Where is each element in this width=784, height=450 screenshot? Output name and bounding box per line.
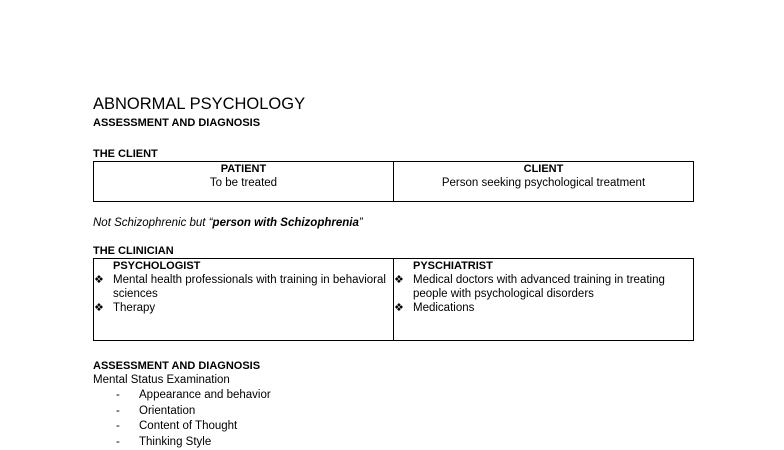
list-item: ❖ Medical doctors with advanced training in treating people with psychological disorders (394, 273, 693, 301)
clinician-table (93, 258, 694, 341)
list-item: - Content of Thought (93, 419, 693, 435)
dash-bullet: - (116, 419, 120, 435)
patient-desc: To be treated (94, 176, 393, 190)
list-item: - Orientation (93, 404, 693, 420)
clinician-section-heading: THE CLINICIAN (93, 244, 693, 258)
client-title: CLIENT (394, 162, 693, 176)
list-item: - Thinking Style (93, 435, 693, 450)
diamond-bullet-icon: ❖ (394, 273, 404, 287)
note-suffix: ” (359, 217, 363, 229)
list-item: ❖ Therapy (94, 301, 393, 315)
psychiatrist-cell (394, 259, 694, 341)
note-bold: person with Schizophrenia (213, 217, 359, 229)
client-cell (394, 162, 694, 202)
document-title: ABNORMAL PSYCHOLOGY (93, 94, 693, 114)
diamond-bullet-icon: ❖ (94, 301, 104, 315)
dash-bullet: - (116, 435, 120, 450)
mse-list (93, 388, 693, 450)
dash-bullet: - (116, 388, 120, 404)
terminology-note (93, 216, 693, 230)
client-table (93, 161, 694, 202)
client-desc: Person seeking psychological treatment (394, 176, 693, 190)
patient-title: PATIENT (94, 162, 393, 176)
list-item: ❖ Medications (394, 301, 693, 315)
document-page (93, 94, 693, 450)
diamond-bullet-icon: ❖ (94, 273, 104, 287)
document-subtitle: ASSESSMENT AND DIAGNOSIS (93, 116, 693, 130)
psychologist-list (94, 273, 393, 315)
client-section-heading: THE CLIENT (93, 147, 693, 161)
patient-cell (94, 162, 394, 202)
psychologist-title: PSYCHOLOGIST (113, 259, 393, 273)
list-item: ❖ Mental health professionals with training in behavioral sciences (94, 273, 393, 301)
mse-label: Mental Status Examination (93, 373, 693, 388)
psychologist-cell (94, 259, 394, 341)
psychiatrist-list (394, 273, 693, 315)
psychiatrist-title: PYSCHIATRIST (413, 259, 693, 273)
diamond-bullet-icon: ❖ (394, 301, 404, 315)
note-prefix: Not Schizophrenic but “ (93, 217, 213, 229)
assessment-heading: ASSESSMENT AND DIAGNOSIS (93, 359, 693, 373)
dash-bullet: - (116, 404, 120, 420)
list-item: - Appearance and behavior (93, 388, 693, 404)
